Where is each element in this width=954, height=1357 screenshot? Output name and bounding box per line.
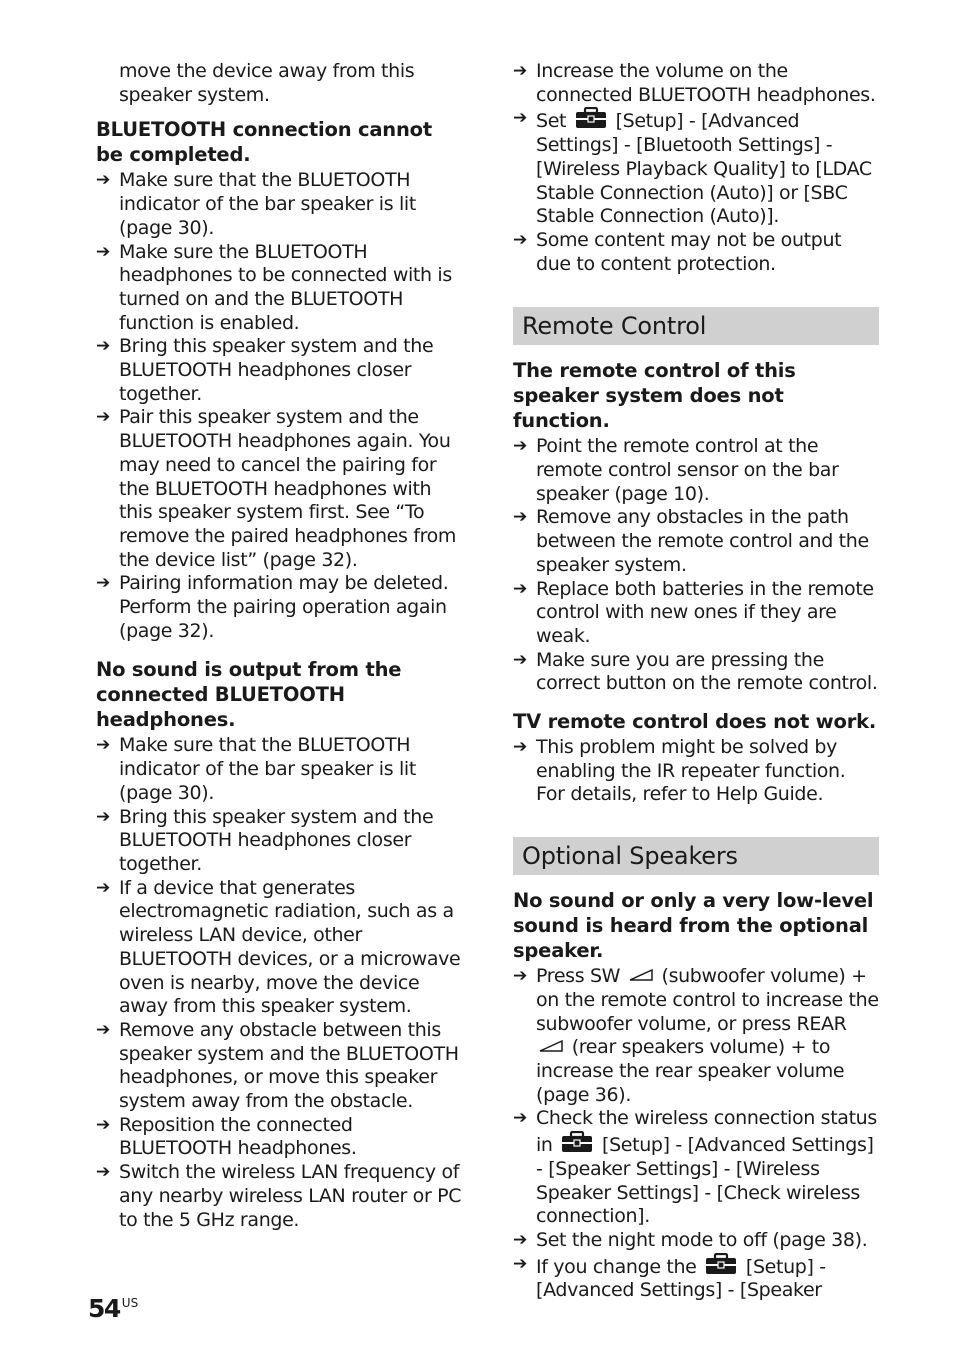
list-item: ➔ Bring this speaker system and the BLUETOOTH headphones closer together.: [96, 805, 434, 875]
toolbox-setup-icon: [705, 1253, 737, 1275]
continued-text: move the device away from this speaker system.: [119, 60, 415, 106]
arrow-right-icon: ➔: [96, 407, 110, 428]
arrow-right-icon: ➔: [513, 229, 527, 250]
list-item: ➔ Remove any obstacles in the path between the remote control and the speaker system.: [513, 506, 869, 576]
arrow-right-icon: ➔: [513, 578, 527, 599]
section-title-remote-control: Remote Control: [513, 307, 879, 345]
list-item: ➔ Make sure that the BLUETOOTH indicator of the bar speaker is lit (page 30).: [96, 734, 416, 804]
list-item: ➔ Point the remote control at the remote control sensor on the bar speaker (page 10).: [513, 435, 839, 505]
arrow-right-icon: ➔: [513, 436, 527, 457]
arrow-right-icon: ➔: [96, 877, 110, 898]
arrow-right-icon: ➔: [513, 507, 527, 528]
arrow-right-icon: ➔: [96, 1162, 110, 1183]
arrow-right-icon: ➔: [96, 573, 110, 594]
arrow-right-icon: ➔: [96, 336, 110, 357]
arrow-right-icon: ➔: [513, 1229, 527, 1250]
arrow-right-icon: ➔: [96, 806, 110, 827]
arrow-right-icon: ➔: [513, 61, 527, 81]
list-remote-not-function: [513, 435, 879, 696]
list-bt-connection: [96, 169, 462, 643]
section-title-optional-speakers: Optional Speakers: [513, 837, 879, 875]
toolbox-setup-icon: [561, 1131, 593, 1153]
list-item: ➔ This problem might be solved by enabling the IR repeater function. For details, refer to Help Guide.: [513, 736, 846, 806]
arrow-right-icon: ➔: [96, 1019, 110, 1040]
arrow-right-icon: ➔: [96, 170, 110, 191]
left-column: [96, 60, 462, 1232]
heading-optional-no-sound: No sound or only a very low-level sound is heard from the optional speaker.: [513, 889, 874, 963]
volume-wedge-icon: [539, 1039, 563, 1053]
list-item: ➔ Make sure that the BLUETOOTH indicator of the bar speaker is lit (page 30).: [96, 169, 416, 239]
list-continued: [513, 60, 879, 276]
list-item: ➔ Press SW (subwoofer volume) + on the remote control to increase the subwoofer volume, or press REAR (rear speakers volume) + to increase the rear speaker volume (page 36).: [513, 965, 879, 1106]
arrow-right-icon: ➔: [96, 241, 110, 262]
arrow-right-icon: ➔: [513, 966, 527, 987]
right-column: [513, 60, 879, 1303]
list-item: ➔ Reposition the connected BLUETOOTH headphones.: [96, 1113, 357, 1160]
list-item: ➔ Remove any obstacle between this speaker system and the BLUETOOTH headphones, or move this speaker system away from the obstacle.: [96, 1018, 459, 1113]
page-number-suffix: US: [121, 1296, 139, 1310]
arrow-right-icon: ➔: [513, 649, 527, 670]
list-item: ➔ Check the wireless connection status in [Setup] - [Advanced Settings] - [Speaker Settings] - [Wireless Speaker Settings] - [Check wireless connection].: [513, 1107, 877, 1228]
list-tv-remote: [513, 736, 879, 807]
arrow-right-icon: ➔: [96, 1114, 110, 1135]
list-item: ➔ Replace both batteries in the remote control with new ones if they are weak.: [513, 577, 874, 647]
heading-remote-not-function: The remote control of this speaker system does not function.: [513, 359, 796, 433]
arrow-right-icon: ➔: [513, 1108, 527, 1129]
list-item: ➔ If you change the [Setup] - [Advanced Settings] - [Speaker: [513, 1253, 826, 1302]
list-item: ➔ Set the night mode to off (page 38).: [513, 1228, 868, 1251]
list-item: ➔ Some content may not be output due to content protection.: [513, 228, 842, 275]
toolbox-setup-icon: [575, 107, 607, 129]
list-no-sound-headphones: [96, 734, 462, 1232]
heading-bt-connection: BLUETOOTH connection cannot be completed.: [96, 118, 432, 167]
list-optional-no-sound: [513, 965, 879, 1303]
list-item: ➔ Make sure the BLUETOOTH headphones to be connected with is turned on and the BLUETOOTH function is enabled.: [96, 240, 452, 334]
arrow-right-icon: ➔: [513, 737, 527, 758]
page-number-value: 54: [88, 1294, 120, 1323]
list-item: ➔ Switch the wireless LAN frequency of any nearby wireless LAN router or PC to the 5 GHz range.: [96, 1161, 462, 1231]
list-item: ➔ Bring this speaker system and the BLUETOOTH headphones closer together.: [96, 335, 434, 405]
arrow-right-icon: ➔: [513, 108, 527, 129]
heading-no-sound-headphones: No sound is output from the connected BLUETOOTH headphones.: [96, 658, 402, 732]
arrow-right-icon: ➔: [513, 1253, 527, 1274]
volume-wedge-icon: [629, 968, 653, 982]
arrow-right-icon: ➔: [96, 735, 110, 756]
page-number: [88, 1294, 138, 1323]
list-item: ➔ Set [Setup] - [Advanced Settings] - [Bluetooth Settings] - [Wireless Playback Quality] to [LDAC Stable Connection (Auto)] or [SBC Stable Connection (Auto)].: [513, 108, 872, 228]
list-item: ➔ Increase the volume on the connected BLUETOOTH headphones.: [513, 60, 876, 106]
heading-tv-remote: TV remote control does not work.: [513, 710, 877, 734]
list-item: ➔ Pairing information may be deleted. Perform the pairing operation again (page 32).: [96, 572, 449, 642]
list-item: ➔ Pair this speaker system and the BLUETOOTH headphones again. You may need to cancel the pairing for the BLUETOOTH headphones with this speaker system first. See “To remove the paired headphones from the device list” (page 32).: [96, 406, 457, 571]
list-item: ➔ If a device that generates electromagnetic radiation, such as a wireless LAN device, other BLUETOOTH devices, or a microwave oven is nearby, move the device away from this speaker system.: [96, 876, 461, 1018]
list-item: ➔ Make sure you are pressing the correct button on the remote control.: [513, 648, 878, 695]
